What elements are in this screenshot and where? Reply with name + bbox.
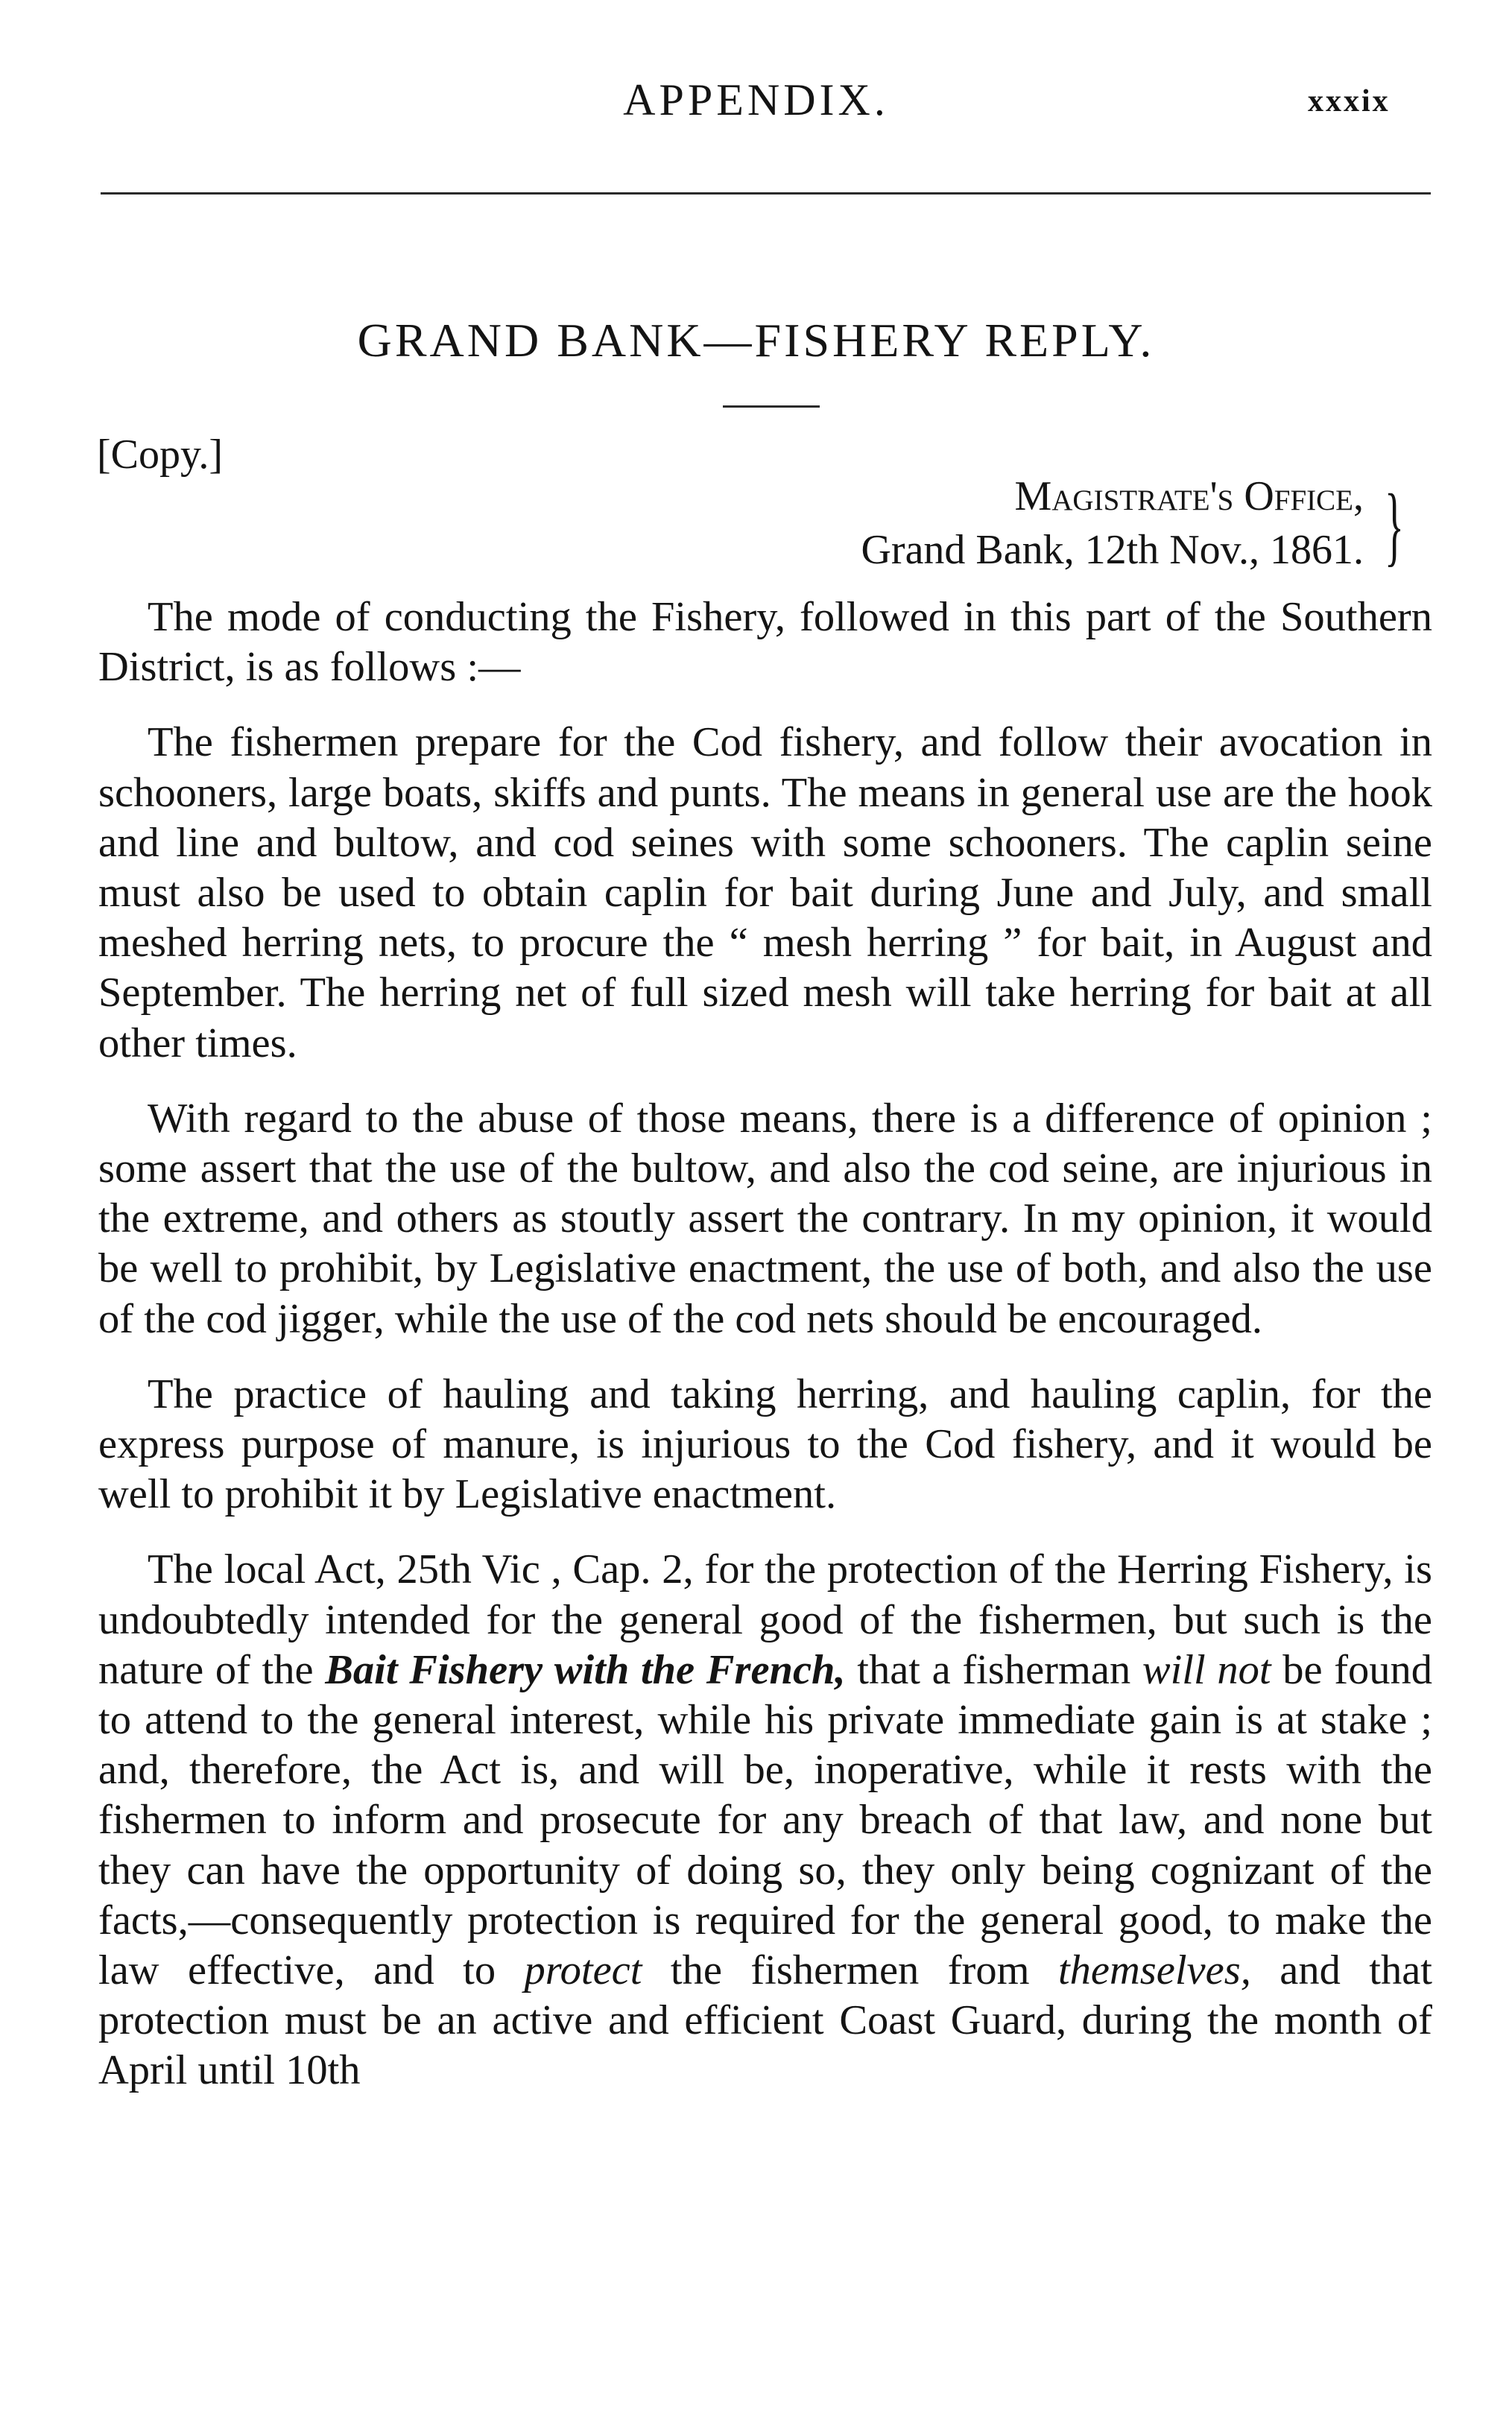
paragraph-3: With regard to the abuse of those means, there is a difference of opinion ; some assert that the use of the bultow, and also the cod seine, are injurious in the extreme, and others as stoutly assert the contrary. In my opinion, it would be well to prohibit, by Legislative enactment, the use of both, and also the use of the cod jigger, while the use of the cod nets should be encouraged.: [98, 1095, 1432, 1342]
paragraph-5: [98, 1545, 1432, 2096]
paragraph-5-text-5: and that protection must be an active and efficient Coast Guard, during the month of April until 10th: [98, 1947, 1432, 2094]
copy-note: [Copy.]: [97, 431, 224, 478]
paragraph-5-emphasis-3: protect: [524, 1947, 642, 1994]
dateline: [671, 469, 1364, 577]
page-number: xxxix: [1308, 84, 1391, 118]
running-head: [0, 75, 1512, 142]
paragraph-2: The fishermen prepare for the Cod fishery, and follow their avocation in schooners, large boats, skiffs and punts. The means in general use are the hook and line and bultow, and cod seines with some schooners. The caplin seine must also be used to obtain caplin for bait during June and July, and small meshed herring nets, to procure the “ mesh herring ” for bait, in August and September. The herring net of full sized mesh will take herring for bait at all other times.: [98, 719, 1432, 1066]
section-title: GRAND BANK—FISHERY REPLY.: [357, 314, 1155, 367]
paragraph-5-text-3: be found to attend to the general interest, while his private immediate gain is at stake ; and, therefore, the Act is, and will be, inoperative, while it rests with the fishermen to inform and prosecute for any breach of that law, and none but they can have the opportunity of doing so, they only being cognizant of the facts,—consequently protection is required for the general good, to make the law effective, and to: [98, 1646, 1433, 1994]
title-rule: [723, 405, 820, 408]
paragraph-5-emphasis-4: themselves,: [1057, 1947, 1251, 1994]
header-rule: [101, 192, 1431, 195]
place-date-line: Grand Bank, 12th Nov., 1861.: [861, 527, 1364, 573]
letter-body: [98, 592, 1432, 2096]
paragraph-5-emphasis-1: Bait Fishery with the French,: [325, 1646, 846, 1693]
paragraph-5-text-2: that a fisherman: [845, 1646, 1142, 1693]
paragraph-1: The mode of conducting the Fishery, followed in this part of the Southern District, is as follows :—: [98, 594, 1432, 691]
office-line: Magistrate's Office,: [1014, 473, 1364, 519]
running-title: APPENDIX.: [623, 75, 889, 124]
paragraph-5-emphasis-2: will not: [1142, 1646, 1271, 1693]
paragraph-5-text-1: The local Act, 25th Vic , Cap. 2, for the protection of the Herring Fishery, is undoubtedly intended for the general good of the fishermen, but such is the nature of the: [98, 1546, 1432, 1693]
brace-mark: }: [1385, 475, 1404, 575]
paragraph-5-text-4: the fishermen from: [642, 1947, 1058, 1994]
paragraph-4: The practice of hauling and taking herring, and hauling caplin, for the express purpose of manure, is injurious to the Cod fishery, and it would be well to prohibit it by Legislative enactment.: [98, 1370, 1432, 1518]
